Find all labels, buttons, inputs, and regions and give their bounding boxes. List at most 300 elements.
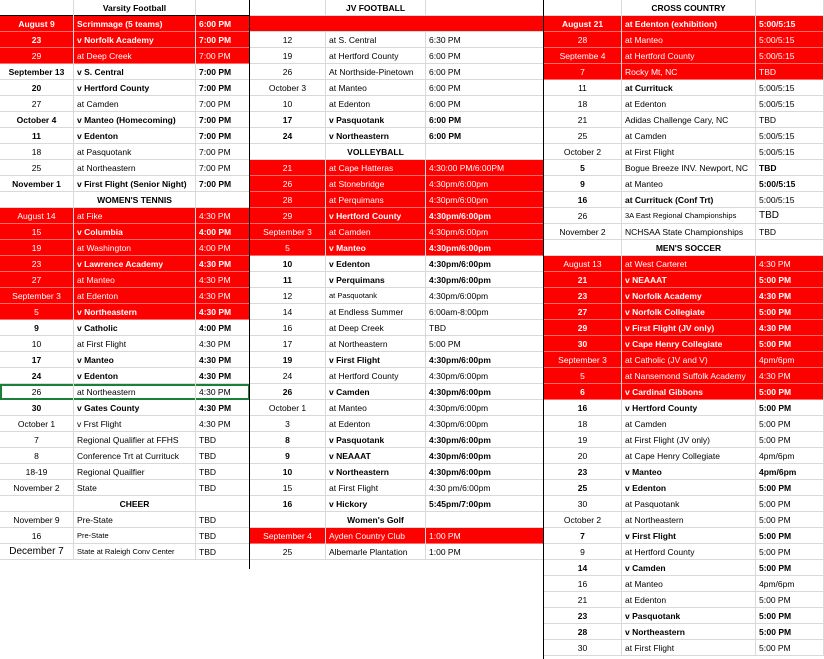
date-cell[interactable]: 8: [0, 448, 74, 464]
date-cell[interactable]: 14: [544, 560, 622, 576]
date-cell[interactable]: 27: [0, 272, 74, 288]
date-cell[interactable]: 29: [544, 320, 622, 336]
time-cell[interactable]: TBD: [756, 224, 824, 240]
time-cell[interactable]: 4:30pm/6:00pm: [426, 464, 544, 480]
date-cell[interactable]: November 9: [0, 512, 74, 528]
event-cell[interactable]: v Hertford County: [74, 80, 196, 96]
time-cell[interactable]: 5:00 PM: [756, 544, 824, 560]
time-cell[interactable]: 4:30pm/6:00pm: [426, 272, 544, 288]
event-cell[interactable]: at Camden: [74, 96, 196, 112]
event-cell[interactable]: at Northeastern: [74, 160, 196, 176]
event-cell[interactable]: Scrimmage (5 teams): [74, 16, 196, 32]
date-cell[interactable]: 23: [544, 288, 622, 304]
event-cell[interactable]: Pre-State: [74, 512, 196, 528]
time-cell[interactable]: 4:30 PM: [196, 368, 250, 384]
time-cell[interactable]: 4:30 PM: [196, 416, 250, 432]
date-cell[interactable]: 5: [250, 240, 326, 256]
time-cell[interactable]: 4:30pm/6:00pm: [426, 432, 544, 448]
date-cell[interactable]: 26: [250, 176, 326, 192]
event-cell[interactable]: at Nansemond Suffolk Academy: [622, 368, 756, 384]
time-cell[interactable]: TBD: [756, 112, 824, 128]
time-cell[interactable]: 4:30 PM: [196, 352, 250, 368]
time-cell[interactable]: 4:30 PM: [756, 368, 824, 384]
date-cell[interactable]: 14: [250, 304, 326, 320]
time-cell[interactable]: 4pm/6pm: [756, 464, 824, 480]
event-cell[interactable]: Bogue Breeze INV. Newport, NC: [622, 160, 756, 176]
time-cell[interactable]: TBD: [196, 480, 250, 496]
date-cell[interactable]: September 3: [0, 288, 74, 304]
date-cell[interactable]: October 1: [0, 416, 74, 432]
event-cell[interactable]: at First Flight: [326, 480, 426, 496]
time-cell[interactable]: 4:30 pm/6:00pm: [426, 480, 544, 496]
time-cell[interactable]: 5:00 PM: [756, 432, 824, 448]
date-cell[interactable]: October 4: [0, 112, 74, 128]
time-cell[interactable]: TBD: [196, 448, 250, 464]
event-cell[interactable]: v Hertford County: [622, 400, 756, 416]
time-cell[interactable]: 4:30 PM: [196, 304, 250, 320]
time-cell[interactable]: 5:00 PM: [756, 384, 824, 400]
date-cell[interactable]: October 2: [544, 144, 622, 160]
time-cell[interactable]: 4:00 PM: [196, 224, 250, 240]
time-cell[interactable]: 4:00 PM: [196, 240, 250, 256]
date-cell[interactable]: 26: [250, 64, 326, 80]
date-cell[interactable]: 27: [0, 96, 74, 112]
date-cell[interactable]: 17: [250, 336, 326, 352]
event-cell[interactable]: v First Flight (Senior Night): [74, 176, 196, 192]
date-cell[interactable]: 21: [544, 272, 622, 288]
event-cell[interactable]: v First Flight (JV only): [622, 320, 756, 336]
event-cell[interactable]: State: [74, 480, 196, 496]
event-cell[interactable]: v Norfolk Collegiate: [622, 304, 756, 320]
event-cell[interactable]: at Currituck: [622, 80, 756, 96]
date-cell[interactable]: 27: [544, 304, 622, 320]
event-cell[interactable]: at Manteo: [326, 400, 426, 416]
date-cell[interactable]: 28: [544, 624, 622, 640]
time-cell[interactable]: 4:30pm/6:00pm: [426, 368, 544, 384]
time-cell[interactable]: 4:30pm/6:00pm: [426, 176, 544, 192]
event-cell[interactable]: v Edenton: [74, 128, 196, 144]
date-cell[interactable]: 26: [544, 208, 622, 224]
event-cell[interactable]: v Camden: [326, 384, 426, 400]
date-cell[interactable]: 20: [0, 80, 74, 96]
time-cell[interactable]: 4:30pm/6:00pm: [426, 384, 544, 400]
time-cell[interactable]: 5:45pm/7:00pm: [426, 496, 544, 512]
time-cell[interactable]: 6:00 PM: [426, 112, 544, 128]
date-cell[interactable]: 19: [544, 432, 622, 448]
event-cell[interactable]: Conference Trt at Currituck: [74, 448, 196, 464]
date-cell[interactable]: September 3: [250, 224, 326, 240]
date-cell[interactable]: September 4: [250, 528, 326, 544]
date-cell[interactable]: 9: [544, 544, 622, 560]
event-cell[interactable]: at First Flight: [622, 144, 756, 160]
time-cell[interactable]: 4:30 PM: [196, 272, 250, 288]
date-cell[interactable]: 5: [544, 368, 622, 384]
time-cell[interactable]: 5:00/5:15: [756, 48, 824, 64]
event-cell[interactable]: at Deep Creek: [326, 320, 426, 336]
event-cell[interactable]: at Edenton: [74, 288, 196, 304]
event-cell[interactable]: at S. Central: [326, 32, 426, 48]
event-cell[interactable]: v NEAAAT: [622, 272, 756, 288]
time-cell[interactable]: 4pm/6pm: [756, 448, 824, 464]
date-cell[interactable]: 18: [544, 416, 622, 432]
date-cell[interactable]: 18: [0, 144, 74, 160]
time-cell[interactable]: 4:30:00 PM/6:00PM: [426, 160, 544, 176]
event-cell[interactable]: at Deep Creek: [74, 48, 196, 64]
date-cell[interactable]: 18-19: [0, 464, 74, 480]
date-cell[interactable]: 25: [544, 128, 622, 144]
time-cell[interactable]: 4:30pm/6:00pm: [426, 208, 544, 224]
time-cell[interactable]: 4:30 PM: [196, 400, 250, 416]
time-cell[interactable]: 5:00 PM: [756, 416, 824, 432]
time-cell[interactable]: 5:00 PM: [756, 512, 824, 528]
event-cell[interactable]: v Edenton: [74, 368, 196, 384]
time-cell[interactable]: 5:00/5:15: [756, 32, 824, 48]
event-cell[interactable]: v Columbia: [74, 224, 196, 240]
date-cell[interactable]: 18: [544, 96, 622, 112]
event-cell[interactable]: v Norfolk Academy: [622, 288, 756, 304]
date-cell[interactable]: 5: [544, 160, 622, 176]
date-cell[interactable]: 16: [544, 400, 622, 416]
event-cell[interactable]: at Hertford County: [622, 48, 756, 64]
event-cell[interactable]: at Currituck (Conf Trt): [622, 192, 756, 208]
event-cell[interactable]: at Fike: [74, 208, 196, 224]
date-cell[interactable]: October 2: [544, 512, 622, 528]
event-cell[interactable]: Regional Qualifier at FFHS: [74, 432, 196, 448]
date-cell[interactable]: 11: [250, 272, 326, 288]
time-cell[interactable]: TBD: [196, 512, 250, 528]
event-cell[interactable]: v Hickory: [326, 496, 426, 512]
event-cell[interactable]: at Manteo: [622, 576, 756, 592]
time-cell[interactable]: 5:00/5:15: [756, 128, 824, 144]
event-cell[interactable]: at West Carteret: [622, 256, 756, 272]
date-cell[interactable]: 16: [0, 528, 74, 544]
date-cell[interactable]: 10: [250, 464, 326, 480]
time-cell[interactable]: 6:00am-8:00pm: [426, 304, 544, 320]
event-cell[interactable]: at Edenton: [622, 592, 756, 608]
event-cell[interactable]: at Edenton: [622, 96, 756, 112]
event-cell[interactable]: v Lawrence Academy: [74, 256, 196, 272]
event-cell[interactable]: Adidas Challenge Cary, NC: [622, 112, 756, 128]
time-cell[interactable]: 7:00 PM: [196, 112, 250, 128]
event-cell[interactable]: at Pasquotank: [326, 288, 426, 304]
event-cell[interactable]: v First Flight: [622, 528, 756, 544]
event-cell[interactable]: at Edenton (exhibition): [622, 16, 756, 32]
time-cell[interactable]: TBD: [196, 544, 250, 560]
event-cell[interactable]: v S. Central: [74, 64, 196, 80]
event-cell[interactable]: Rocky Mt, NC: [622, 64, 756, 80]
event-cell[interactable]: v First Flight: [326, 352, 426, 368]
time-cell[interactable]: 5:00 PM: [756, 304, 824, 320]
date-cell[interactable]: 25: [250, 544, 326, 560]
event-cell[interactable]: at Manteo: [622, 176, 756, 192]
event-cell[interactable]: Pre-State: [74, 528, 196, 544]
event-cell[interactable]: at Cape Henry Collegiate: [622, 448, 756, 464]
date-cell[interactable]: 9: [0, 320, 74, 336]
date-cell[interactable]: 20: [544, 448, 622, 464]
time-cell[interactable]: TBD: [196, 432, 250, 448]
date-cell[interactable]: 7: [0, 432, 74, 448]
event-cell[interactable]: v Manteo (Homecoming): [74, 112, 196, 128]
time-cell[interactable]: 5:00 PM: [756, 560, 824, 576]
time-cell[interactable]: 4:30 PM: [756, 256, 824, 272]
event-cell[interactable]: at First Flight: [74, 336, 196, 352]
event-cell[interactable]: at Cape Hatteras: [326, 160, 426, 176]
date-cell[interactable]: 26: [250, 384, 326, 400]
time-cell[interactable]: TBD: [426, 320, 544, 336]
date-cell[interactable]: August 14: [0, 208, 74, 224]
date-cell[interactable]: 23: [544, 464, 622, 480]
event-cell[interactable]: v Pasquotank: [326, 112, 426, 128]
date-cell[interactable]: 23: [0, 256, 74, 272]
event-cell[interactable]: at Pasquotank: [622, 496, 756, 512]
event-cell[interactable]: v Cape Henry Collegiate: [622, 336, 756, 352]
time-cell[interactable]: 4:30 PM: [196, 336, 250, 352]
date-cell[interactable]: September 13: [0, 64, 74, 80]
date-cell[interactable]: 21: [544, 592, 622, 608]
time-cell[interactable]: 4:30 PM: [196, 384, 250, 400]
time-cell[interactable]: 4:30pm/6:00pm: [426, 256, 544, 272]
time-cell[interactable]: 5:00 PM: [756, 400, 824, 416]
time-cell[interactable]: 5:00 PM: [756, 272, 824, 288]
time-cell[interactable]: 4:30 PM: [196, 288, 250, 304]
time-cell[interactable]: 7:00 PM: [196, 96, 250, 112]
date-cell[interactable]: 6: [544, 384, 622, 400]
event-cell[interactable]: at First Flight: [622, 640, 756, 656]
time-cell[interactable]: 6:00 PM: [196, 16, 250, 32]
time-cell[interactable]: 5:00 PM: [756, 640, 824, 656]
time-cell[interactable]: 5:00 PM: [756, 496, 824, 512]
time-cell[interactable]: 7:00 PM: [196, 48, 250, 64]
date-cell[interactable]: September 3: [544, 352, 622, 368]
time-cell[interactable]: 4:30 PM: [196, 256, 250, 272]
date-cell[interactable]: 11: [544, 80, 622, 96]
event-cell[interactable]: at Northeastern: [622, 512, 756, 528]
time-cell[interactable]: TBD: [756, 160, 824, 176]
event-cell[interactable]: 3A East Regional Championships: [622, 208, 756, 224]
time-cell[interactable]: 5:00 PM: [756, 592, 824, 608]
time-cell[interactable]: 4:30pm/6:00pm: [426, 192, 544, 208]
date-cell[interactable]: 28: [544, 32, 622, 48]
time-cell[interactable]: 7:00 PM: [196, 64, 250, 80]
event-cell[interactable]: at Manteo: [622, 32, 756, 48]
time-cell[interactable]: 5:00/5:15: [756, 144, 824, 160]
date-cell[interactable]: August 21: [544, 16, 622, 32]
date-cell[interactable]: 10: [250, 256, 326, 272]
event-cell[interactable]: at Perquimans: [326, 192, 426, 208]
time-cell[interactable]: 5:00/5:15: [756, 80, 824, 96]
date-cell[interactable]: 15: [250, 480, 326, 496]
event-cell[interactable]: v Frst Flight: [74, 416, 196, 432]
date-cell[interactable]: 16: [250, 320, 326, 336]
time-cell[interactable]: 4:30pm/6:00pm: [426, 352, 544, 368]
date-cell[interactable]: 23: [0, 32, 74, 48]
event-cell[interactable]: State at Raleigh Conv Center: [74, 544, 196, 560]
time-cell[interactable]: 5:00 PM: [756, 480, 824, 496]
event-cell[interactable]: v Cardinal Gibbons: [622, 384, 756, 400]
time-cell[interactable]: 5:00/5:15: [756, 16, 824, 32]
event-cell[interactable]: at Northeastern: [74, 384, 196, 400]
date-cell[interactable]: 15: [0, 224, 74, 240]
time-cell[interactable]: 1:00 PM: [426, 544, 544, 560]
date-cell[interactable]: 5: [0, 304, 74, 320]
time-cell[interactable]: 4:30 PM: [756, 288, 824, 304]
time-cell[interactable]: TBD: [756, 208, 824, 224]
event-cell[interactable]: at Manteo: [326, 80, 426, 96]
event-cell[interactable]: v Camden: [622, 560, 756, 576]
event-cell[interactable]: at Camden: [326, 224, 426, 240]
date-cell[interactable]: 28: [250, 192, 326, 208]
event-cell[interactable]: v Northeastern: [74, 304, 196, 320]
time-cell[interactable]: 4pm/6pm: [756, 352, 824, 368]
date-cell[interactable]: 25: [0, 160, 74, 176]
event-cell[interactable]: at Hertford County: [622, 544, 756, 560]
time-cell[interactable]: TBD: [756, 64, 824, 80]
event-cell[interactable]: v Manteo: [326, 240, 426, 256]
time-cell[interactable]: 4:30 PM: [196, 208, 250, 224]
time-cell[interactable]: 4:30pm/6:00pm: [426, 416, 544, 432]
event-cell[interactable]: at Camden: [622, 416, 756, 432]
event-cell[interactable]: Albemarle Plantation: [326, 544, 426, 560]
date-cell[interactable]: December 7: [0, 544, 74, 560]
date-cell[interactable]: 30: [0, 400, 74, 416]
date-cell[interactable]: 19: [250, 352, 326, 368]
date-cell[interactable]: 9: [250, 448, 326, 464]
date-cell[interactable]: 23: [544, 608, 622, 624]
time-cell[interactable]: 4:30pm/6:00pm: [426, 240, 544, 256]
time-cell[interactable]: 7:00 PM: [196, 128, 250, 144]
event-cell[interactable]: At Northside-Pinetown: [326, 64, 426, 80]
time-cell[interactable]: 5:00/5:15: [756, 96, 824, 112]
event-cell[interactable]: Regional Quailfier: [74, 464, 196, 480]
event-cell[interactable]: at Northeastern: [326, 336, 426, 352]
time-cell[interactable]: 4:30 PM: [756, 320, 824, 336]
date-cell[interactable]: October 1: [250, 400, 326, 416]
time-cell[interactable]: 4:30pm/6:00pm: [426, 288, 544, 304]
event-cell[interactable]: v Pasquotank: [326, 432, 426, 448]
time-cell[interactable]: 4pm/6pm: [756, 576, 824, 592]
date-cell[interactable]: 24: [250, 368, 326, 384]
time-cell[interactable]: TBD: [196, 464, 250, 480]
event-cell[interactable]: v Manteo: [622, 464, 756, 480]
time-cell[interactable]: 7:00 PM: [196, 160, 250, 176]
time-cell[interactable]: 6:00 PM: [426, 48, 544, 64]
event-cell[interactable]: at Camden: [622, 128, 756, 144]
event-cell[interactable]: at Hertford County: [326, 48, 426, 64]
date-cell[interactable]: 16: [250, 496, 326, 512]
event-cell[interactable]: at Edenton: [326, 416, 426, 432]
date-cell[interactable]: 29: [250, 208, 326, 224]
event-cell[interactable]: v Norfolk Academy: [74, 32, 196, 48]
time-cell[interactable]: 5:00 PM: [756, 336, 824, 352]
date-cell[interactable]: 12: [250, 288, 326, 304]
date-cell[interactable]: 19: [0, 240, 74, 256]
time-cell[interactable]: 4:30pm/6:00pm: [426, 448, 544, 464]
event-cell[interactable]: v Manteo: [74, 352, 196, 368]
date-cell[interactable]: August 9: [0, 16, 74, 32]
time-cell[interactable]: 6:00 PM: [426, 80, 544, 96]
time-cell[interactable]: 5:00 PM: [756, 608, 824, 624]
date-cell[interactable]: 24: [0, 368, 74, 384]
time-cell[interactable]: 5:00/5:15: [756, 192, 824, 208]
date-cell[interactable]: August 13: [544, 256, 622, 272]
date-cell[interactable]: 21: [250, 160, 326, 176]
event-cell[interactable]: NCHSAA State Championships: [622, 224, 756, 240]
date-cell[interactable]: 12: [250, 32, 326, 48]
date-cell[interactable]: 7: [544, 64, 622, 80]
event-cell[interactable]: v Northeastern: [326, 464, 426, 480]
time-cell[interactable]: 7:00 PM: [196, 144, 250, 160]
event-cell[interactable]: v Northeastern: [622, 624, 756, 640]
event-cell[interactable]: v Perquimans: [326, 272, 426, 288]
time-cell[interactable]: 7:00 PM: [196, 176, 250, 192]
event-cell[interactable]: v Edenton: [326, 256, 426, 272]
time-cell[interactable]: 7:00 PM: [196, 80, 250, 96]
event-cell[interactable]: v Catholic: [74, 320, 196, 336]
event-cell[interactable]: at Manteo: [74, 272, 196, 288]
event-cell[interactable]: at First Flight (JV only): [622, 432, 756, 448]
time-cell[interactable]: 4:00 PM: [196, 320, 250, 336]
time-cell[interactable]: TBD: [196, 528, 250, 544]
time-cell[interactable]: 6:00 PM: [426, 96, 544, 112]
event-cell[interactable]: Ayden Country Club: [326, 528, 426, 544]
date-cell[interactable]: 8: [250, 432, 326, 448]
event-cell[interactable]: v Northeastern: [326, 128, 426, 144]
date-cell[interactable]: 16: [544, 192, 622, 208]
date-cell[interactable]: 9: [544, 176, 622, 192]
date-cell[interactable]: 10: [0, 336, 74, 352]
time-cell[interactable]: 4:30pm/6:00pm: [426, 400, 544, 416]
time-cell[interactable]: 5:00/5:15: [756, 176, 824, 192]
time-cell[interactable]: 6:00 PM: [426, 128, 544, 144]
date-cell[interactable]: 17: [0, 352, 74, 368]
event-cell[interactable]: at Pasquotank: [74, 144, 196, 160]
date-cell[interactable]: 19: [250, 48, 326, 64]
event-cell[interactable]: v Hertford County: [326, 208, 426, 224]
date-cell[interactable]: 11: [0, 128, 74, 144]
date-cell[interactable]: October 3: [250, 80, 326, 96]
event-cell[interactable]: at Stonebridge: [326, 176, 426, 192]
date-cell[interactable]: November 1: [0, 176, 74, 192]
date-cell[interactable]: 7: [544, 528, 622, 544]
date-cell[interactable]: 25: [544, 480, 622, 496]
time-cell[interactable]: 6:00 PM: [426, 64, 544, 80]
time-cell[interactable]: 6:30 PM: [426, 32, 544, 48]
date-cell[interactable]: 30: [544, 336, 622, 352]
date-cell[interactable]: 30: [544, 640, 622, 656]
time-cell[interactable]: 7:00 PM: [196, 32, 250, 48]
date-cell[interactable]: 10: [250, 96, 326, 112]
event-cell[interactable]: v Pasquotank: [622, 608, 756, 624]
event-cell[interactable]: at Washington: [74, 240, 196, 256]
time-cell[interactable]: 1:00 PM: [426, 528, 544, 544]
time-cell[interactable]: 5:00 PM: [426, 336, 544, 352]
date-cell[interactable]: November 2: [544, 224, 622, 240]
event-cell[interactable]: v Gates County: [74, 400, 196, 416]
date-cell[interactable]: 30: [544, 496, 622, 512]
date-cell[interactable]: Septembe 4: [544, 48, 622, 64]
event-cell[interactable]: at Edenton: [326, 96, 426, 112]
event-cell[interactable]: at Catholic (JV and V): [622, 352, 756, 368]
date-cell[interactable]: 16: [544, 576, 622, 592]
date-cell[interactable]: 24: [250, 128, 326, 144]
date-cell[interactable]: 17: [250, 112, 326, 128]
date-cell[interactable]: November 2: [0, 480, 74, 496]
time-cell[interactable]: 5:00 PM: [756, 528, 824, 544]
date-cell[interactable]: 29: [0, 48, 74, 64]
date-cell[interactable]: 21: [544, 112, 622, 128]
event-cell[interactable]: at Hertford County: [326, 368, 426, 384]
date-cell[interactable]: 3: [250, 416, 326, 432]
